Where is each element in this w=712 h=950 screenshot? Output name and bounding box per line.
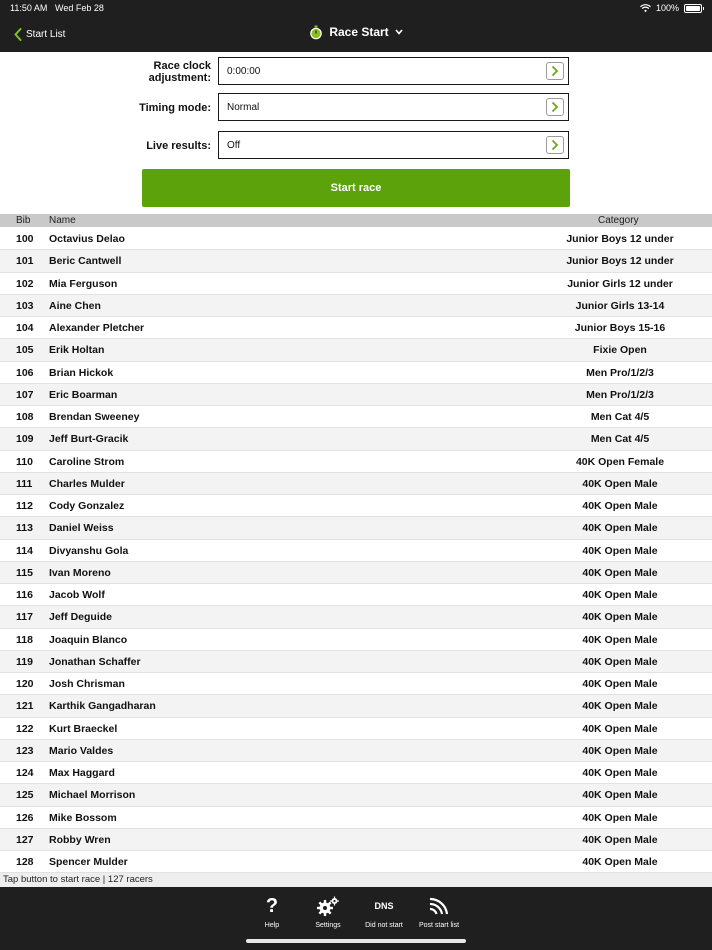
status-time: 11:50 AM xyxy=(10,3,48,13)
chevron-down-icon xyxy=(395,29,403,35)
live-results-label: Live results: xyxy=(146,140,211,152)
dns-icon: DNS xyxy=(374,901,394,911)
name-cell: Mike Bossom xyxy=(49,811,117,824)
name-cell: Kurt Braeckel xyxy=(49,722,118,735)
broadcast-icon xyxy=(412,895,466,917)
table-row[interactable] xyxy=(0,762,712,784)
bib-cell: 126 xyxy=(16,811,34,824)
name-cell: Aine Chen xyxy=(49,299,101,312)
bib-cell: 117 xyxy=(16,611,33,624)
live-results-value: Off xyxy=(227,140,241,151)
header-name[interactable]: Name xyxy=(49,215,76,226)
table-row[interactable] xyxy=(0,651,712,673)
did-not-start-button[interactable] xyxy=(357,895,411,929)
bib-cell: 101 xyxy=(16,255,34,268)
timing-mode-field[interactable] xyxy=(218,93,569,121)
name-cell: Divyanshu Gola xyxy=(49,544,129,557)
bib-cell: 122 xyxy=(16,722,34,735)
bib-cell: 128 xyxy=(16,856,34,868)
settings-button[interactable] xyxy=(301,895,355,929)
name-cell: Robby Wren xyxy=(49,833,111,846)
category-cell: Junior Boys 15-16 xyxy=(574,322,666,334)
header-category[interactable]: Category xyxy=(598,215,639,226)
table-row[interactable] xyxy=(0,228,712,250)
category-cell: 40K Open Male xyxy=(582,811,658,824)
bib-cell: 108 xyxy=(16,411,34,423)
did-not-start-label: Did not start xyxy=(365,922,403,929)
table-row[interactable] xyxy=(0,362,712,384)
race-clock-field[interactable] xyxy=(218,57,569,85)
category-cell: Men Pro/1/2/3 xyxy=(586,366,654,379)
bib-cell: 121 xyxy=(16,700,34,713)
name-cell: Karthik Gangadharan xyxy=(49,700,156,713)
racer-list xyxy=(0,228,712,873)
live-results-field[interactable] xyxy=(218,131,569,159)
category-cell: Fixie Open xyxy=(593,344,647,357)
name-cell: Charles Mulder xyxy=(49,477,125,490)
table-row[interactable] xyxy=(0,740,712,762)
category-cell: 40K Open Male xyxy=(582,833,658,846)
post-start-list-button[interactable] xyxy=(412,895,466,929)
footer-status xyxy=(0,873,712,887)
category-cell: 40K Open Male xyxy=(582,633,658,646)
category-cell: Junior Boys 12 under xyxy=(566,255,674,268)
name-cell: Brendan Sweeney xyxy=(49,411,140,423)
table-row[interactable] xyxy=(0,250,712,272)
bib-cell: 123 xyxy=(16,744,34,757)
name-cell: Mia Ferguson xyxy=(49,277,118,290)
page-title[interactable] xyxy=(0,24,712,43)
timing-mode-value: Normal xyxy=(227,102,260,113)
table-row[interactable] xyxy=(0,384,712,406)
bib-cell: 119 xyxy=(16,655,33,668)
top-bar xyxy=(0,0,712,52)
bib-cell: 112 xyxy=(16,500,33,512)
home-indicator xyxy=(246,939,466,943)
category-cell: Junior Girls 12 under xyxy=(567,277,673,290)
gear-icon xyxy=(301,895,355,917)
race-clock-chevron-button[interactable] xyxy=(546,62,564,80)
back-label: Start List xyxy=(26,29,66,40)
category-cell: 40K Open Male xyxy=(582,789,658,802)
name-cell: Josh Chrisman xyxy=(49,678,125,690)
bib-cell: 116 xyxy=(16,589,33,601)
table-row[interactable] xyxy=(0,851,712,873)
category-cell: 40K Open Male xyxy=(582,722,658,735)
table-row[interactable] xyxy=(0,495,712,517)
name-cell: Jeff Deguide xyxy=(49,611,113,624)
table-row[interactable] xyxy=(0,584,712,606)
status-right xyxy=(640,3,702,13)
name-cell: Daniel Weiss xyxy=(49,522,114,535)
bib-cell: 105 xyxy=(16,344,34,357)
timing-mode-label: Timing mode: xyxy=(139,102,211,114)
start-race-button[interactable]: Start race xyxy=(142,169,570,207)
name-cell: Max Haggard xyxy=(49,767,115,779)
bib-cell: 102 xyxy=(16,277,34,290)
name-cell: Joaquin Blanco xyxy=(49,633,128,646)
table-row[interactable] xyxy=(0,695,712,717)
table-row[interactable] xyxy=(0,517,712,539)
name-cell: Jonathan Schaffer xyxy=(49,655,141,668)
chevron-right-icon xyxy=(550,139,560,151)
table-row[interactable] xyxy=(0,629,712,651)
bib-cell: 114 xyxy=(16,544,33,557)
category-cell: 40K Open Male xyxy=(582,678,658,690)
table-row[interactable] xyxy=(0,562,712,584)
bib-cell: 113 xyxy=(16,522,33,535)
category-cell: 40K Open Male xyxy=(582,522,658,535)
wifi-icon xyxy=(640,4,651,12)
race-clock-value: 0:00:00 xyxy=(227,66,261,77)
name-cell: Eric Boarman xyxy=(49,388,118,401)
table-row[interactable] xyxy=(0,451,712,473)
table-row[interactable] xyxy=(0,718,712,740)
category-cell: 40K Open Male xyxy=(582,744,658,757)
bib-cell: 115 xyxy=(16,566,33,579)
name-cell: Jacob Wolf xyxy=(49,589,105,601)
name-cell: Alexander Pletcher xyxy=(49,322,145,334)
bib-cell: 106 xyxy=(16,366,34,379)
stopwatch-icon xyxy=(309,24,323,40)
table-row[interactable] xyxy=(0,406,712,428)
table-row[interactable] xyxy=(0,428,712,450)
category-cell: Men Cat 4/5 xyxy=(590,411,650,423)
category-cell: Junior Boys 12 under xyxy=(566,233,674,245)
bib-cell: 124 xyxy=(16,767,34,779)
category-cell: 40K Open Male xyxy=(582,544,658,557)
help-label: Help xyxy=(264,922,280,929)
name-cell: Cody Gonzalez xyxy=(49,500,125,512)
category-cell: 40K Open Male xyxy=(582,767,658,779)
bib-cell: 125 xyxy=(16,789,34,802)
category-cell: 40K Open Male xyxy=(582,655,658,668)
name-cell: Brian Hickok xyxy=(49,366,114,379)
post-start-list-label: Post start list xyxy=(418,922,460,929)
footer-status-text: Tap button to start race | 127 racers xyxy=(3,874,153,885)
table-row[interactable] xyxy=(0,829,712,851)
battery-percent: 100% xyxy=(655,3,679,13)
live-results-chevron-button[interactable] xyxy=(546,136,564,154)
name-cell: Jeff Burt-Gracik xyxy=(49,433,129,446)
category-cell: 40K Open Male xyxy=(582,856,658,868)
category-cell: 40K Open Male xyxy=(582,477,658,490)
table-row[interactable] xyxy=(0,295,712,317)
help-icon: ? xyxy=(265,894,279,917)
title-text: Race Start xyxy=(329,25,389,39)
category-cell: Men Pro/1/2/3 xyxy=(586,388,654,401)
bib-cell: 110 xyxy=(16,455,33,468)
bib-cell: 111 xyxy=(16,477,33,490)
settings-label: Settings xyxy=(315,922,341,929)
table-row[interactable] xyxy=(0,784,712,806)
battery-icon xyxy=(684,4,702,13)
category-cell: Junior Girls 13-14 xyxy=(575,299,665,312)
table-row[interactable] xyxy=(0,317,712,339)
bib-cell: 103 xyxy=(16,299,34,312)
category-cell: 40K Open Female xyxy=(575,455,665,468)
header-bib[interactable]: Bib xyxy=(16,215,31,226)
category-cell: 40K Open Male xyxy=(582,589,658,601)
table-row[interactable] xyxy=(0,606,712,628)
name-cell: Erik Holtan xyxy=(49,344,105,357)
table-row[interactable] xyxy=(0,673,712,695)
name-cell: Caroline Strom xyxy=(49,455,125,468)
bib-cell: 127 xyxy=(16,833,34,846)
help-button[interactable] xyxy=(245,895,299,929)
category-cell: 40K Open Male xyxy=(582,500,658,512)
table-row[interactable] xyxy=(0,473,712,495)
name-cell: Spencer Mulder xyxy=(49,856,128,868)
timing-mode-chevron-button[interactable] xyxy=(546,98,564,116)
chevron-right-icon xyxy=(550,101,560,113)
category-cell: Men Cat 4/5 xyxy=(590,433,650,446)
table-row[interactable] xyxy=(0,807,712,829)
status-date: Wed Feb 28 xyxy=(55,3,104,13)
bib-cell: 109 xyxy=(16,433,34,446)
category-cell: 40K Open Male xyxy=(582,611,658,624)
bib-cell: 120 xyxy=(16,678,34,690)
name-cell: Beric Cantwell xyxy=(49,255,122,268)
name-cell: Mario Valdes xyxy=(49,744,114,757)
bib-cell: 104 xyxy=(16,322,34,334)
name-cell: Michael Morrison xyxy=(49,789,136,802)
chevron-right-icon xyxy=(550,65,560,77)
category-cell: 40K Open Male xyxy=(582,566,658,579)
table-header xyxy=(0,214,712,227)
bib-cell: 107 xyxy=(16,388,34,401)
name-cell: Ivan Moreno xyxy=(49,566,111,579)
bib-cell: 100 xyxy=(16,233,34,245)
table-row[interactable] xyxy=(0,273,712,295)
name-cell: Octavius Delao xyxy=(49,233,125,245)
table-row[interactable] xyxy=(0,339,712,361)
bib-cell: 118 xyxy=(16,633,33,646)
category-cell: 40K Open Male xyxy=(582,700,658,713)
table-row[interactable] xyxy=(0,540,712,562)
race-clock-label: Race clock adjustment: xyxy=(148,60,211,84)
